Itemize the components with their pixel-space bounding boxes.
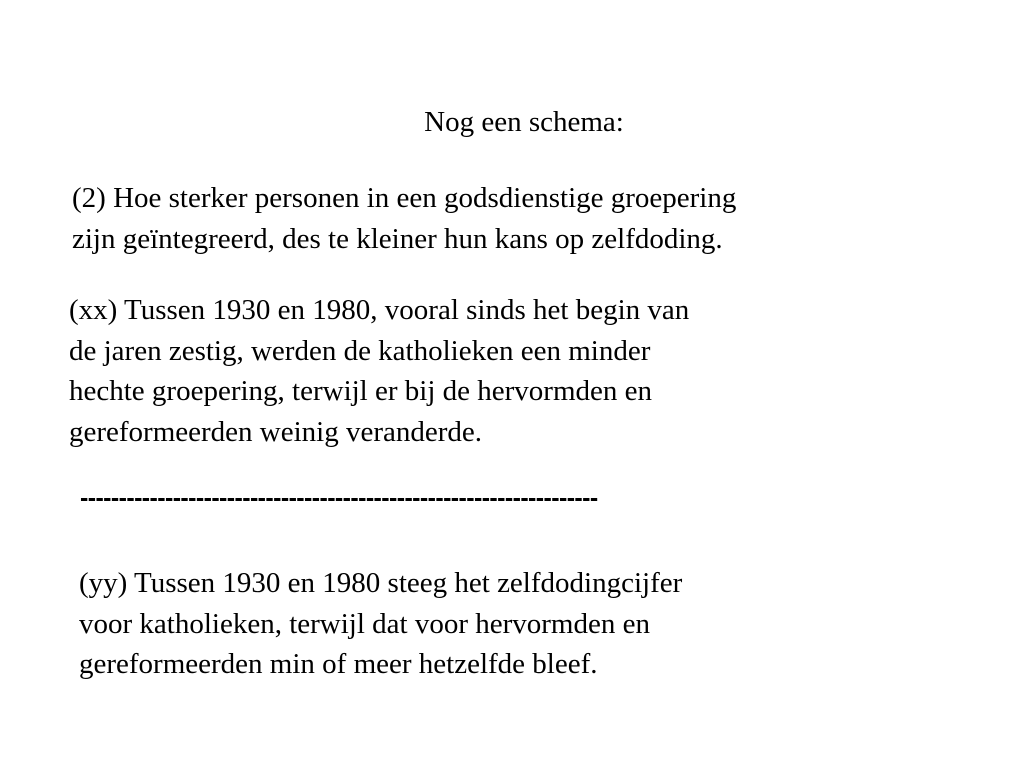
proposition-xx-line: gereformeerden weinig veranderde.	[69, 415, 483, 448]
proposition-xx-line: de jaren zestig, werden de katholieken een minder	[69, 334, 651, 367]
proposition-xx-line: (xx) Tussen 1930 en 1980, vooral sinds het begin van	[69, 294, 690, 326]
dashed-divider: -------------------------------------------------------------------	[80, 484, 598, 512]
proposition-yy-line: gereformeerden min of meer hetzelfde bleef.	[79, 648, 598, 680]
proposition-yy-line: voor katholieken, terwijl dat voor hervormden en	[79, 607, 650, 640]
proposition-yy-line: (yy) Tussen 1930 en 1980 steeg het zelfdodingcijfer	[79, 567, 683, 599]
proposition-2	[72, 178, 736, 259]
proposition-2-line: zijn geïntegreerd, des te kleiner hun kans op zelfdoding.	[72, 222, 723, 255]
slide-title: Nog een schema:	[424, 106, 624, 138]
proposition-yy	[79, 563, 682, 685]
proposition-xx-line: hechte groepering, terwijl er bij de hervormden en	[69, 375, 652, 407]
proposition-2-line: (2) Hoe sterker personen in een godsdienstige groepering	[72, 182, 737, 214]
proposition-xx	[69, 290, 689, 452]
